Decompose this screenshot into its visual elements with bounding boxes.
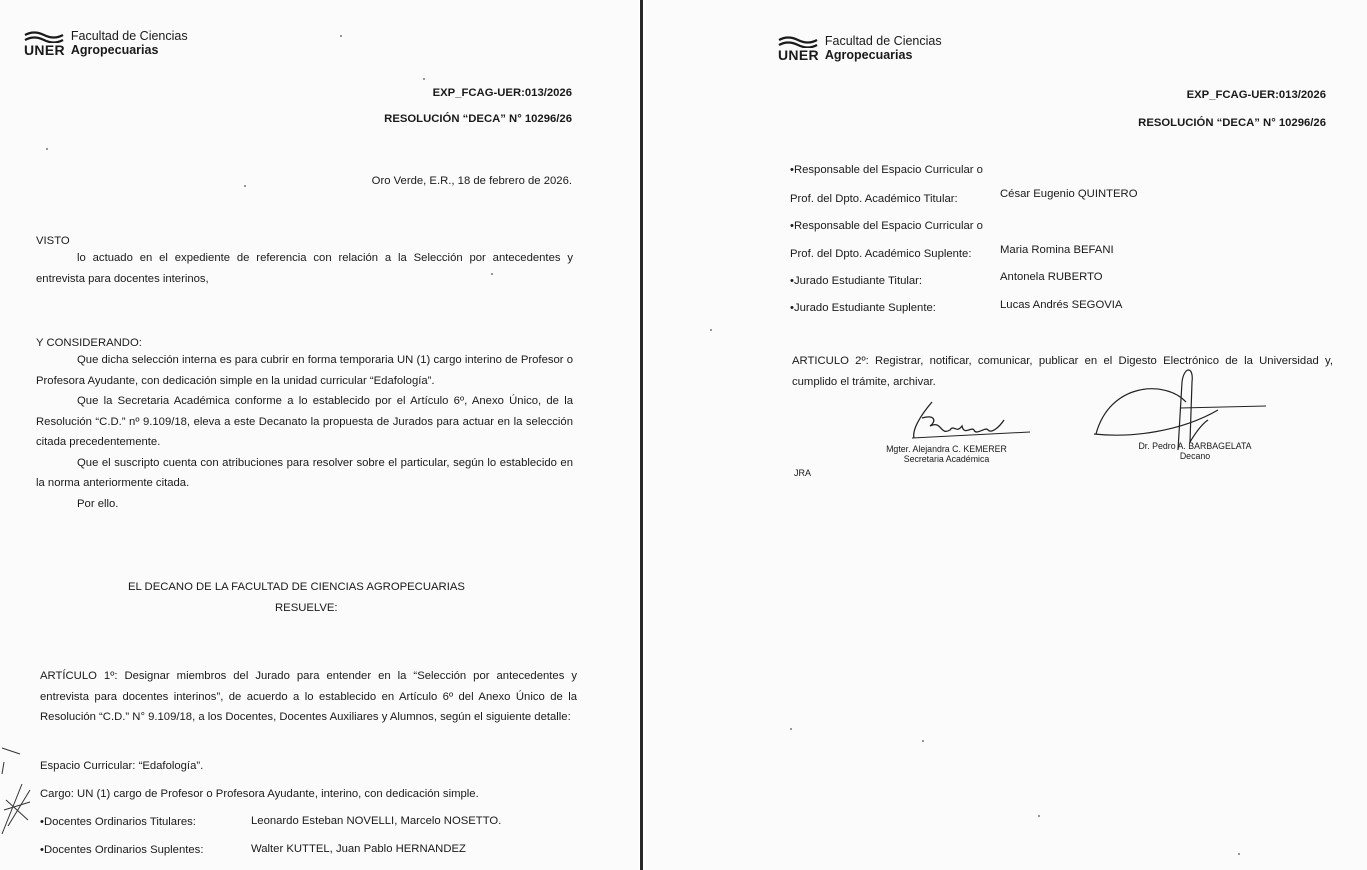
logo-faculty-line1: Facultad de Ciencias [70,29,188,43]
considerando-1: Que dicha selección interna es para cubrir en forma temporaria UN (1) cargo interino de Profesor o Profesora Ayudante, con dedicación simple en la unidad curricular “Edafología”. [36,354,573,387]
resuelve-heading: RESUELVE: [275,602,338,614]
signature-kemerer-icon [902,396,1034,446]
resp-titular-label: Prof. del Dpto. Académico Titular: [790,193,958,205]
resp-suplente-value: Maria Romina BEFANI [1000,244,1114,256]
responsable-line-2: •Responsable del Espacio Curricular o [790,220,983,232]
document-page-left [0,0,638,870]
logo-faculty-line2: Agropecuarias [70,43,159,57]
signature-barbagelata-icon [1090,362,1270,452]
suplentes-value: Walter KUTTEL, Juan Pablo HERNANDEZ [251,843,466,855]
faculty-logo [24,29,188,58]
logo-uner-text: UNER [778,47,819,63]
considerando-2: Que la Secretaria Académica conforme a lo establecido por el Artículo 6º, Anexo Único, de la Resolución “C.D.” nº 9.109/18, eleva a este Decanato la propuesta de Jurados para actuar en la selección citada precedentemente. [36,395,573,448]
signature-1-name: Mgter. Alejandra C. KEMERER [886,444,1007,454]
espacio-curricular: Espacio Curricular: “Edafología”. [40,760,204,772]
considerando-3: Que el suscripto cuenta con atribuciones para resolver sobre el particular, según lo establecido en la norma anteriormente citada. [36,456,573,489]
responsable-line-1: •Responsable del Espacio Curricular o [790,164,983,176]
articulo-1: ARTÍCULO 1º: Designar miembros del Jurado para entender en la “Selección por antecedentes y entrevista para docentes interinos”, de acuerdo a lo establecido en Artículo 6º del Anexo Único de la Resolución “C.D.” N° 9.109/18, a los Docentes, Docentes Auxiliares y Alumnos, según el siguiente detalle: [40,670,577,723]
expediente-number: EXP_FCAG-UER:013/2026 [432,87,572,99]
titulares-label: •Docentes Ordinarios Titulares: [40,816,196,828]
document-page-right [646,0,1367,870]
est-titular-label: •Jurado Estudiante Titular: [790,275,923,287]
signature-2-role: Decano [1179,451,1211,461]
cargo-line: Cargo: UN (1) cargo de Profesor o Profesora Ayudante, interino, con dedicación simple. [40,788,479,800]
est-suplente-value: Lucas Andrés SEGOVIA [1000,299,1123,311]
signature-2-block [1120,441,1270,461]
titulares-value: Leonardo Esteban NOVELLI, Marcelo NOSETTO. [251,815,502,827]
resp-suplente-label: Prof. del Dpto. Académico Suplente: [790,248,972,260]
signature-1-role: Secretaria Académica [903,454,990,464]
visto-heading: VISTO [36,235,70,247]
faculty-logo-right [778,34,942,63]
resolution-number: RESOLUCIÓN “DECA” N° 10296/26 [384,113,572,125]
resp-titular-value: César Eugenio QUINTERO [1000,188,1138,200]
logo-uner-text: UNER [24,42,65,58]
logo-faculty-line1: Facultad de Ciencias [824,34,942,48]
visto-paragraph: lo actuado en el expediente de referencia con relación a la Selección por antecedentes y entrevista para docentes interinos, [36,252,573,285]
suplentes-label: •Docentes Ordinarios Suplentes: [40,844,204,856]
expediente-number-right: EXP_FCAG-UER:013/2026 [1186,89,1326,101]
typist-initials: JRA [794,468,812,478]
signature-1-block [879,444,1014,464]
considerando-heading: Y CONSIDERANDO: [36,337,142,349]
est-titular-value: Antonela RUBERTO [1000,271,1103,283]
decano-line: EL DECANO DE LA FACULTAD DE CIENCIAS AGROPECUARIAS [128,581,465,593]
est-suplente-label: •Jurado Estudiante Suplente: [790,302,936,314]
document-date: Oro Verde, E.R., 18 de febrero de 2026. [371,175,572,187]
considerando-paragraphs [36,350,573,514]
margin-initial-mark-icon [0,740,34,840]
logo-faculty-line2: Agropecuarias [824,48,913,62]
signature-2-name: Dr. Pedro A. BARBAGELATA [1138,441,1252,451]
page-divider [640,0,643,870]
resolution-number-right: RESOLUCIÓN “DECA” N° 10296/26 [1138,117,1326,129]
articulo-2: ARTICULO 2º: Registrar, notificar, comunicar, publicar en el Digesto Electrónico de la Universidad y, cumplido el trámite, archivar. [792,355,1333,388]
por-ello: Por ello. [77,497,119,510]
